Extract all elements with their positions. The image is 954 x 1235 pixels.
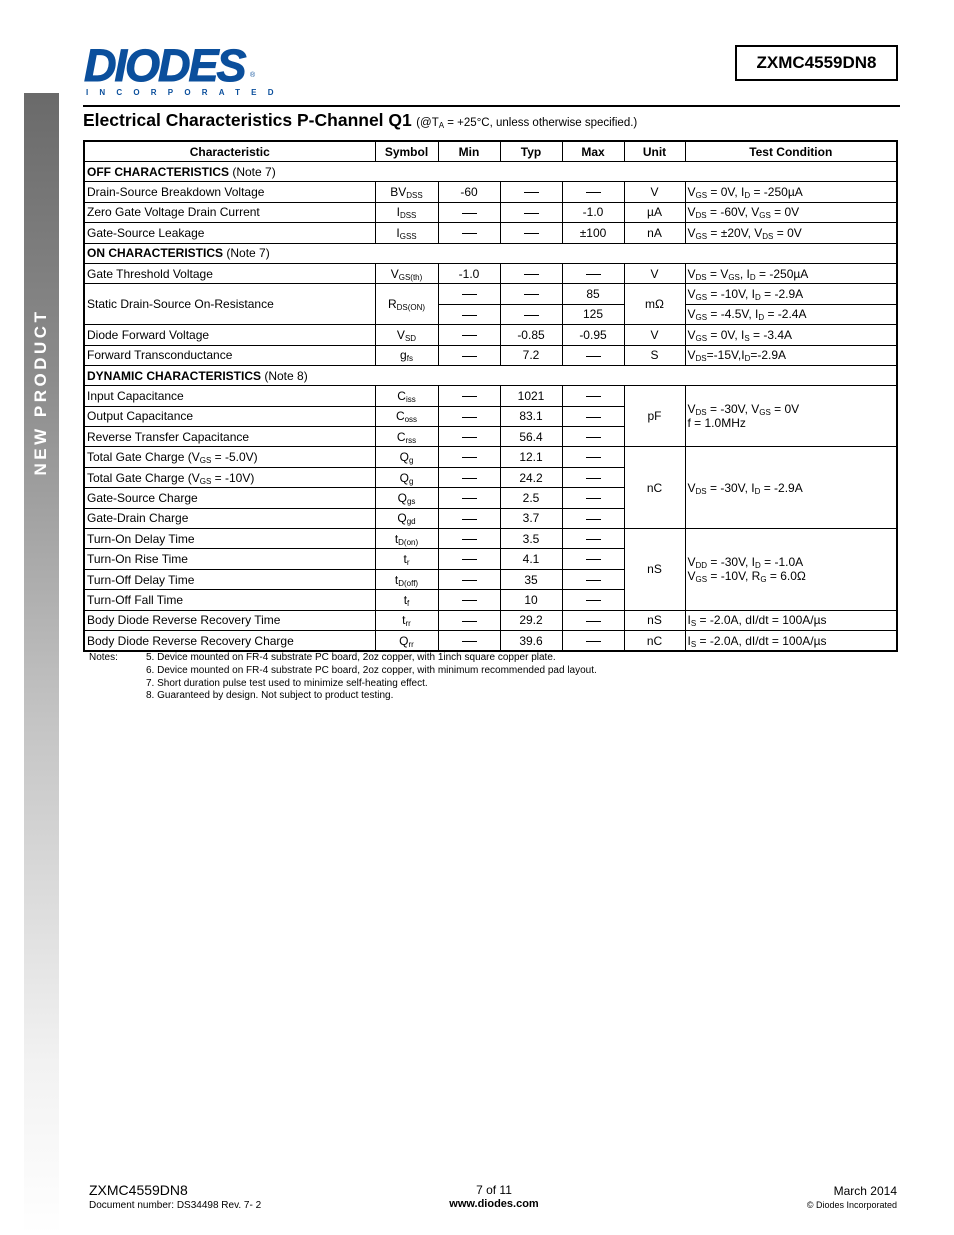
col-max: Max xyxy=(562,141,624,162)
symbol-cell: $V_{GS(th)}$ xyxy=(375,263,438,283)
condition-cell: $V_{GS} = -4.5V$, $I_D = -2.4A$ xyxy=(685,304,897,324)
dash-mark xyxy=(586,478,601,479)
symbol-cell: $Q_{gs}$ xyxy=(375,488,438,508)
dash-mark xyxy=(586,600,601,601)
max-cell xyxy=(562,263,624,283)
dash-mark xyxy=(586,356,601,357)
unit-cell: nA xyxy=(624,223,685,243)
sidebar-band xyxy=(24,93,59,1235)
electrical-characteristics-table xyxy=(83,140,898,652)
max-cell: -0.95 xyxy=(562,325,624,345)
typ-cell xyxy=(500,284,562,304)
min-cell xyxy=(438,549,500,569)
max-cell xyxy=(562,508,624,528)
typ-cell: 39.6 xyxy=(500,630,562,651)
note-item: 8. Guaranteed by design. Not subject to product testing. xyxy=(146,690,394,702)
table-row xyxy=(84,182,897,202)
max2-cell: 125 xyxy=(562,304,624,324)
typ-cell: 56.4 xyxy=(500,427,562,447)
min-cell xyxy=(438,630,500,651)
charge-condition: $V_{DS} = -30V$, $I_D = -2.9A$ xyxy=(685,447,897,529)
col-unit: Unit xyxy=(624,141,685,162)
characteristic-cell: Total Gate Charge $(V_{GS} = -5.0V)$ xyxy=(84,447,375,467)
charge-unit: nC xyxy=(624,447,685,529)
dash-mark xyxy=(462,580,477,581)
dash-mark xyxy=(524,294,539,295)
unit-cell: nS xyxy=(624,610,685,630)
dash-mark xyxy=(462,621,477,622)
max-cell xyxy=(562,549,624,569)
condition-cell: $I_S = -2.0A$, dI/dt = 100A/µs xyxy=(685,630,897,651)
footer-copyright: © Diodes Incorporated xyxy=(806,1200,897,1210)
dash-mark xyxy=(462,315,477,316)
condition-cell: $V_{GS} = -10V$, $I_D = -2.9A$ xyxy=(685,284,897,304)
characteristic-cell: Gate-Source Leakage xyxy=(84,223,375,243)
characteristic-cell: Output Capacitance xyxy=(84,406,375,426)
symbol-cell: $g_{fs}$ xyxy=(375,345,438,365)
time-unit: nS xyxy=(624,529,685,611)
dash-mark xyxy=(586,274,601,275)
dash-mark xyxy=(524,274,539,275)
typ-cell xyxy=(500,304,562,324)
condition-cell: $V_{DS} = -60V$, $V_{GS} = 0V$ xyxy=(685,202,897,222)
dash-mark xyxy=(462,539,477,540)
unit-cell: V xyxy=(624,263,685,283)
characteristic-cell: Forward Transconductance xyxy=(84,345,375,365)
symbol-cell: $t_{D(off)}$ xyxy=(375,569,438,589)
min-cell xyxy=(438,325,500,345)
dash-mark xyxy=(586,396,601,397)
col-symbol: Symbol xyxy=(375,141,438,162)
table-row xyxy=(84,447,897,467)
footer-left xyxy=(89,1182,261,1211)
min-cell xyxy=(438,508,500,528)
symbol-cell: $C_{iss}$ xyxy=(375,386,438,406)
characteristic-cell: Turn-On Delay Time xyxy=(84,529,375,549)
unit-cell: V xyxy=(624,182,685,202)
min-cell xyxy=(438,610,500,630)
dash-mark xyxy=(524,213,539,214)
dash-mark xyxy=(462,417,477,418)
dash-mark xyxy=(524,192,539,193)
max-cell xyxy=(562,630,624,651)
min-cell: -1.0 xyxy=(438,263,500,283)
min-cell xyxy=(438,590,500,610)
symbol-cell: $t_{rr}$ xyxy=(375,610,438,630)
col-characteristic: Characteristic xyxy=(84,141,375,162)
dash-mark xyxy=(462,335,477,336)
symbol-cell: $t_f$ xyxy=(375,590,438,610)
max-cell xyxy=(562,610,624,630)
max-cell xyxy=(562,182,624,202)
dash-mark xyxy=(462,396,477,397)
dash-mark xyxy=(586,417,601,418)
dash-mark xyxy=(586,559,601,560)
min-cell xyxy=(438,529,500,549)
symbol-cell: $C_{rss}$ xyxy=(375,427,438,447)
dash-mark xyxy=(586,498,601,499)
max-cell xyxy=(562,488,624,508)
registered-mark: ® xyxy=(250,72,256,79)
typ-cell: -0.85 xyxy=(500,325,562,345)
min-cell xyxy=(438,345,500,365)
dash-mark xyxy=(462,559,477,560)
symbol-cell: $t_r$ xyxy=(375,549,438,569)
min-cell xyxy=(438,223,500,243)
typ-cell xyxy=(500,182,562,202)
dash-mark xyxy=(524,315,539,316)
dash-mark xyxy=(462,437,477,438)
symbol-cell: $C_{oss}$ xyxy=(375,406,438,426)
dash-mark xyxy=(586,437,601,438)
symbol-cell: $Q_g$ xyxy=(375,447,438,467)
max1-cell: 85 xyxy=(562,284,624,304)
characteristic-cell: Gate Threshold Voltage xyxy=(84,263,375,283)
header-rule xyxy=(83,105,900,107)
col-typ: Typ xyxy=(500,141,562,162)
table-row xyxy=(84,630,897,651)
typ-cell: 12.1 xyxy=(500,447,562,467)
dash-mark xyxy=(586,641,601,642)
footer-document-number: Document number: DS34498 Rev. 7- 2 xyxy=(89,1200,262,1211)
note-item: 6. Device mounted on FR-4 substrate PC board, 2oz copper, with minimum recommended pad layout. xyxy=(146,664,597,676)
characteristic-cell: Drain-Source Breakdown Voltage xyxy=(84,182,375,202)
col-test-condition: Test Condition xyxy=(685,141,897,162)
dash-mark xyxy=(462,498,477,499)
max-cell xyxy=(562,386,624,406)
max-cell xyxy=(562,447,624,467)
table-row xyxy=(84,325,897,345)
dash-mark xyxy=(462,600,477,601)
typ-cell xyxy=(500,202,562,222)
page-number: 7 of 11 xyxy=(476,1183,512,1197)
dash-mark xyxy=(462,457,477,458)
col-min: Min xyxy=(438,141,500,162)
min-cell xyxy=(438,304,500,324)
cap-unit: pF xyxy=(624,386,685,447)
dash-mark xyxy=(586,539,601,540)
characteristic-cell: Zero Gate Voltage Drain Current xyxy=(84,202,375,222)
typ-cell: 1021 xyxy=(500,386,562,406)
part-number-box: ZXMC4559DN8 xyxy=(735,45,898,81)
typ-cell: 4.1 xyxy=(500,549,562,569)
table-row xyxy=(84,345,897,365)
unit-cell: S xyxy=(624,345,685,365)
table-row xyxy=(84,223,897,243)
table-header-row xyxy=(84,141,897,162)
symbol-cell: $I_{GSS}$ xyxy=(375,223,438,243)
min-cell xyxy=(438,202,500,222)
typ-cell: 24.2 xyxy=(500,467,562,487)
symbol-cell: $V_{SD}$ xyxy=(375,325,438,345)
dash-mark xyxy=(462,641,477,642)
max-cell: -1.0 xyxy=(562,202,624,222)
max-cell xyxy=(562,345,624,365)
symbol-cell: $Q_{rr}$ xyxy=(375,630,438,651)
dash-mark xyxy=(524,233,539,234)
website-link[interactable]: www.diodes.com xyxy=(449,1198,539,1210)
dash-mark xyxy=(586,192,601,193)
footer-part-number: ZXMC4559DN8 xyxy=(89,1182,188,1198)
min-cell xyxy=(438,427,500,447)
min-cell xyxy=(438,447,500,467)
max-cell xyxy=(562,467,624,487)
characteristic-cell: Diode Forward Voltage xyxy=(84,325,375,345)
condition-cell: $V_{GS} = \pm 20V$, $V_{DS} = 0V$ xyxy=(685,223,897,243)
characteristic-cell: Body Diode Reverse Recovery Charge xyxy=(84,630,375,651)
max-cell xyxy=(562,406,624,426)
condition-cell: $V_{DS}=-15V,I_D=-2.9A$ xyxy=(685,345,897,365)
section-title xyxy=(83,110,637,131)
typ-cell: 3.7 xyxy=(500,508,562,528)
note-item: 7. Short duration pulse test used to minimize self-heating effect. xyxy=(146,677,428,689)
min-cell xyxy=(438,284,500,304)
characteristic-cell: Turn-On Rise Time xyxy=(84,549,375,569)
dash-mark xyxy=(586,519,601,520)
table-row xyxy=(84,284,897,304)
typ-cell: 2.5 xyxy=(500,488,562,508)
typ-cell: 83.1 xyxy=(500,406,562,426)
condition-cell: $I_S = -2.0A$, dI/dt = 100A/µs xyxy=(685,610,897,630)
note-item: 5. Device mounted on FR-4 substrate PC board, 2oz copper, with 1inch square copper plate. xyxy=(146,652,556,663)
characteristic-cell: Static Drain-Source On-Resistance xyxy=(84,284,375,325)
characteristic-cell: Body Diode Reverse Recovery Time xyxy=(84,610,375,630)
min-cell xyxy=(438,406,500,426)
section-row-on: ON CHARACTERISTICS (Note 7) xyxy=(84,243,897,263)
footer-center xyxy=(449,1183,538,1210)
condition-cell: $V_{GS} = 0V$, $I_S = -3.4A$ xyxy=(685,325,897,345)
min-cell: -60 xyxy=(438,182,500,202)
max-cell xyxy=(562,529,624,549)
table-row xyxy=(84,529,897,549)
dash-mark xyxy=(462,478,477,479)
footer-right xyxy=(807,1184,897,1210)
max-cell xyxy=(562,569,624,589)
characteristic-cell: Input Capacitance xyxy=(84,386,375,406)
dash-mark xyxy=(462,213,477,214)
unit-cell: V xyxy=(624,325,685,345)
dash-mark xyxy=(462,519,477,520)
typ-cell: 3.5 xyxy=(500,529,562,549)
min-cell xyxy=(438,569,500,589)
typ-cell: 35 xyxy=(500,569,562,589)
typ-cell xyxy=(500,223,562,243)
min-cell xyxy=(438,467,500,487)
logo-wordmark: DIODES xyxy=(84,40,245,91)
characteristic-cell: Gate-Source Charge xyxy=(84,488,375,508)
dash-mark xyxy=(586,621,601,622)
symbol-cell: $BV_{DSS}$ xyxy=(375,182,438,202)
symbol-cell: $Q_{gd}$ xyxy=(375,508,438,528)
time-condition: $V_{DD} = -30V$, $I_D = -1.0A$ $V_{GS} = -10V$, $R_G = 6.0\Omega$ xyxy=(685,529,897,611)
unit-cell: µA xyxy=(624,202,685,222)
section-heading: Electrical Characteristics P-Channel Q1 xyxy=(83,110,412,130)
typ-cell: 29.2 xyxy=(500,610,562,630)
table-row xyxy=(84,386,897,406)
notes-label: Notes: xyxy=(89,652,118,663)
max-cell xyxy=(562,427,624,447)
min-cell xyxy=(438,488,500,508)
section-row-dynamic: DYNAMIC CHARACTERISTICS (Note 8) xyxy=(84,365,897,385)
section-row-off: OFF CHARACTERISTICS (Note 7) xyxy=(84,162,897,182)
sidebar-label: NEW PRODUCT xyxy=(31,308,50,476)
symbol-cell: $R_{DS(ON)}$ xyxy=(375,284,438,325)
characteristic-cell: Turn-Off Delay Time xyxy=(84,569,375,589)
dash-mark xyxy=(462,356,477,357)
table-row xyxy=(84,263,897,283)
section-conditions: ($@T_A = +25^\circ C$, unless otherwise specified.) xyxy=(416,117,638,130)
table-row xyxy=(84,202,897,222)
max-cell: ±100 xyxy=(562,223,624,243)
characteristic-cell: Total Gate Charge $(V_{GS} = -10V)$ xyxy=(84,467,375,487)
characteristic-cell: Gate-Drain Charge xyxy=(84,508,375,528)
table-row xyxy=(84,610,897,630)
characteristic-cell: Reverse Transfer Capacitance xyxy=(84,427,375,447)
footer-date: March 2014 xyxy=(833,1184,897,1198)
typ-cell: 10 xyxy=(500,590,562,610)
characteristic-cell: Turn-Off Fall Time xyxy=(84,590,375,610)
typ-cell: 7.2 xyxy=(500,345,562,365)
dash-mark xyxy=(586,457,601,458)
logo-subtitle: INCORPORATED xyxy=(86,88,285,97)
unit-cell: mΩ xyxy=(624,284,685,325)
max-cell xyxy=(562,590,624,610)
condition-cell: $V_{DS} = V_{GS}$, $I_D = -250\mu A$ xyxy=(685,263,897,283)
symbol-cell: $I_{DSS}$ xyxy=(375,202,438,222)
diodes-logo xyxy=(84,40,285,97)
dash-mark xyxy=(586,580,601,581)
symbol-cell: $t_{D(on)}$ xyxy=(375,529,438,549)
min-cell xyxy=(438,386,500,406)
cap-condition: $V_{DS} = -30V$, $V_{GS} = 0V$ f = 1.0MHz xyxy=(685,386,897,447)
symbol-cell: $Q_g$ xyxy=(375,467,438,487)
dash-mark xyxy=(462,233,477,234)
condition-cell: $V_{GS} = 0V$, $I_D = -250\mu A$ xyxy=(685,182,897,202)
dash-mark xyxy=(462,294,477,295)
typ-cell xyxy=(500,263,562,283)
unit-cell: nC xyxy=(624,630,685,651)
